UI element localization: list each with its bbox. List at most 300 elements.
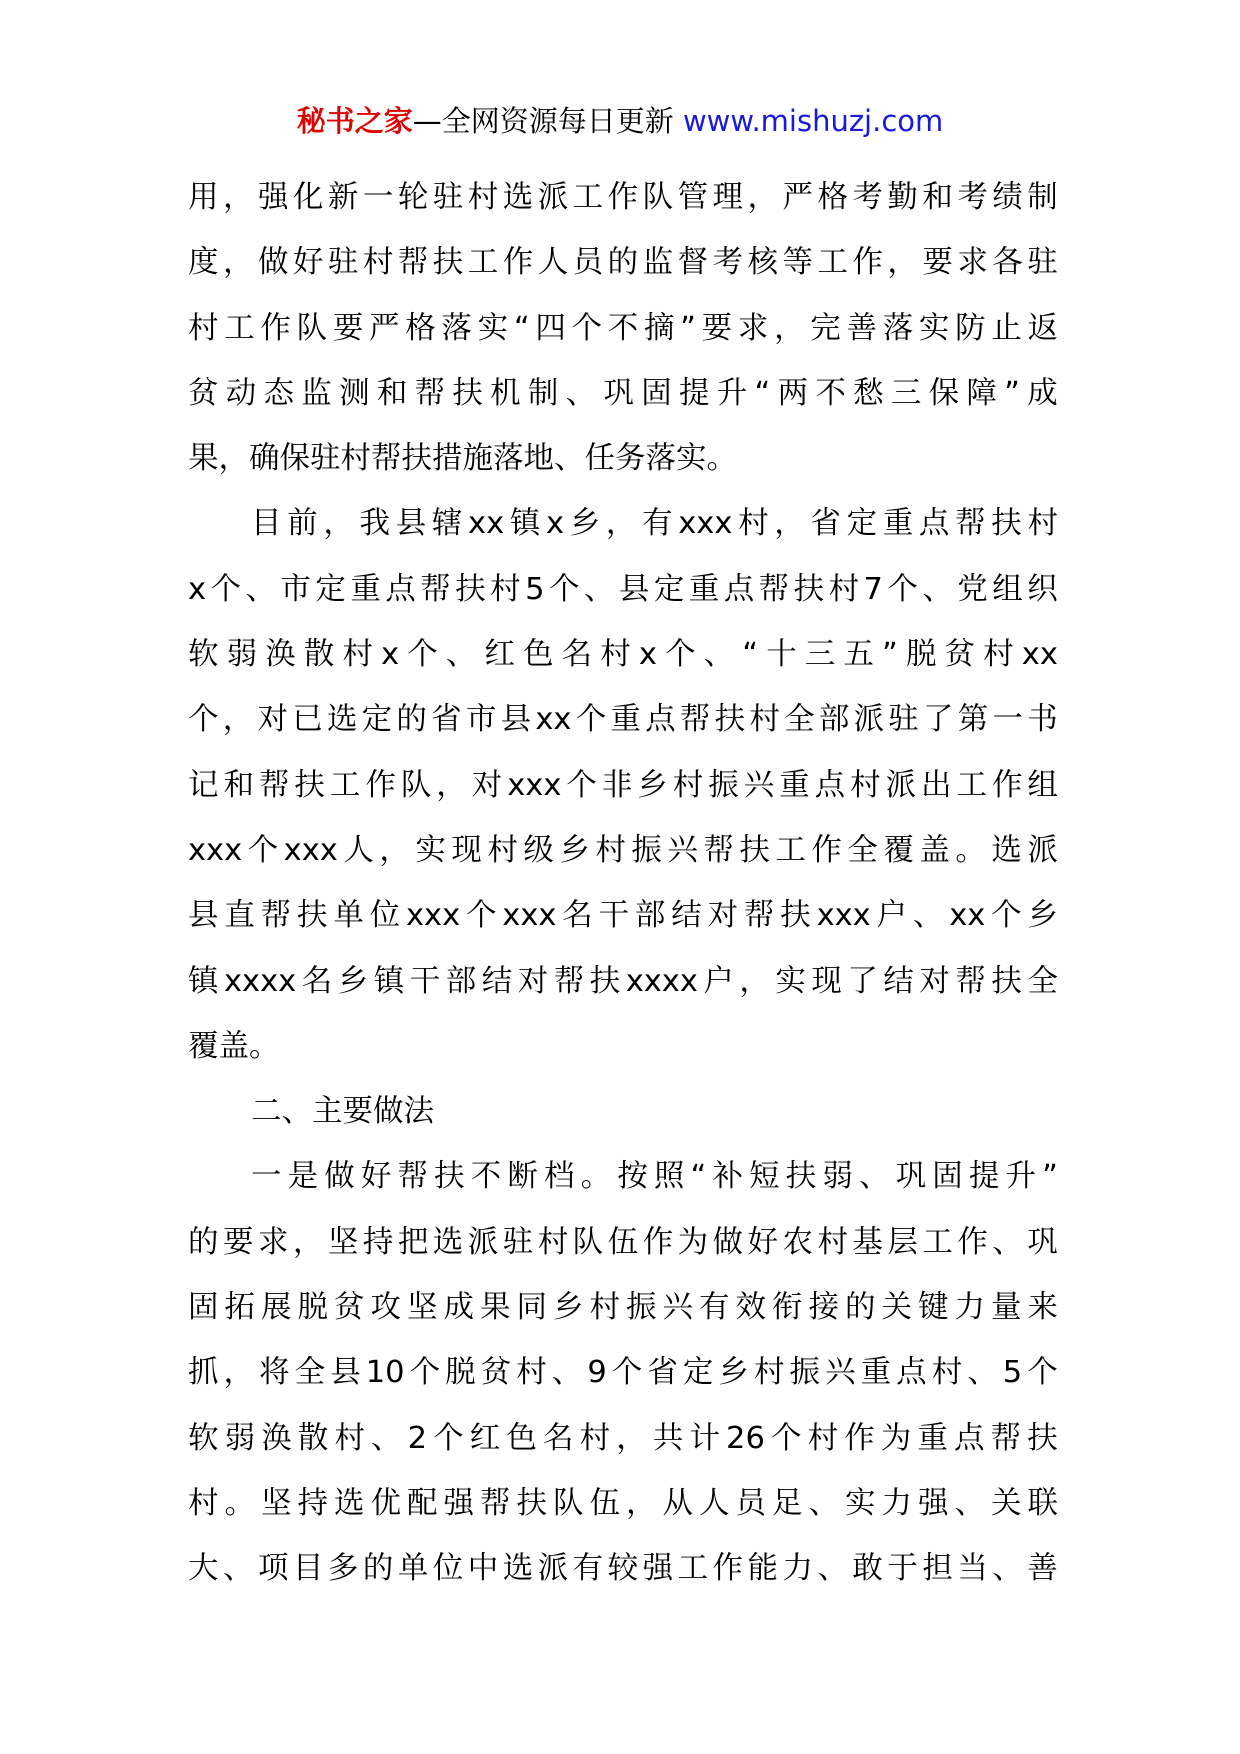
char: 10 xyxy=(365,1355,405,1391)
char: ， xyxy=(222,702,254,738)
char: 村 xyxy=(738,506,769,542)
char: 果 xyxy=(480,1290,511,1326)
char: 队 xyxy=(296,310,328,346)
char: 扶 xyxy=(780,898,811,934)
char: 足 xyxy=(772,1485,803,1521)
char: 、 xyxy=(992,1551,1023,1587)
char: 、 xyxy=(551,1355,583,1391)
char: 。 xyxy=(955,832,986,868)
paragraph-last-line: 覆盖。 xyxy=(188,1028,280,1064)
char: 联 xyxy=(1027,1485,1058,1521)
char: 脱 xyxy=(297,1290,328,1326)
char: 防 xyxy=(955,310,986,346)
char: 关 xyxy=(881,1290,912,1326)
char: 级 xyxy=(523,832,554,868)
char: 个 xyxy=(407,637,438,673)
char: 落 xyxy=(882,310,914,346)
char: 村 xyxy=(537,1224,569,1260)
char: 作 xyxy=(502,245,534,281)
char: 勤 xyxy=(887,180,918,215)
char: 扶 xyxy=(516,1485,547,1521)
char: xxx xyxy=(816,898,871,934)
char: 做 xyxy=(712,1224,744,1260)
char: 伍 xyxy=(607,1224,639,1260)
char: 求 xyxy=(957,245,988,281)
char: 弱 xyxy=(822,1159,853,1195)
char: xx xyxy=(535,702,572,738)
body-line xyxy=(188,296,1058,361)
char: 9 xyxy=(587,1355,607,1391)
char: 村 xyxy=(342,637,373,673)
char: 工 xyxy=(224,310,255,346)
char: 接 xyxy=(808,1290,839,1326)
char: 织 xyxy=(1027,571,1058,607)
char: 振 xyxy=(626,1290,657,1326)
char: 和 xyxy=(922,180,953,215)
char: 覆 xyxy=(883,832,914,868)
char: 的 xyxy=(396,702,427,738)
char: x xyxy=(188,571,207,607)
char: 、 xyxy=(565,375,597,411)
char: 村 xyxy=(983,637,1014,673)
char: 干 xyxy=(409,963,441,999)
char: 、 xyxy=(858,1159,890,1195)
char: 个 xyxy=(571,310,603,346)
char: 敢 xyxy=(852,1551,883,1587)
char: 实 xyxy=(775,963,806,999)
char: 有 xyxy=(572,1551,604,1587)
char: 帮 xyxy=(397,1159,428,1195)
char: 重 xyxy=(350,571,381,607)
char: 帮 xyxy=(743,898,775,934)
char: 成 xyxy=(443,1290,474,1326)
char: 实 xyxy=(415,832,446,868)
char: 个 xyxy=(188,702,219,738)
char: 补 xyxy=(712,1159,743,1195)
char: 现 xyxy=(811,963,842,999)
char: 选 xyxy=(432,1224,464,1260)
char: 驻 xyxy=(432,180,464,215)
char: 善 xyxy=(1027,1551,1058,1587)
char: 做 xyxy=(257,245,289,281)
char: 镇 xyxy=(188,963,219,999)
char: xx xyxy=(949,898,986,934)
char: 效 xyxy=(735,1290,766,1326)
char: 伍 xyxy=(589,1485,620,1521)
char: 7 xyxy=(863,571,883,607)
char: 、 xyxy=(245,571,276,607)
section-heading: 二、主要做法 xyxy=(251,1094,434,1130)
char: 帮 xyxy=(258,767,290,803)
char: 扶 xyxy=(455,571,486,607)
char: ， xyxy=(774,310,805,346)
char: “ xyxy=(690,1159,707,1195)
char: 返 xyxy=(1027,310,1058,346)
char: 弱 xyxy=(226,637,258,673)
char: 核 xyxy=(747,245,778,281)
char: 是 xyxy=(287,1159,319,1195)
char: 为 xyxy=(880,1420,912,1456)
char: 帮 xyxy=(990,1420,1022,1456)
char: 严 xyxy=(782,180,813,215)
char: 乡 xyxy=(718,1355,749,1391)
char: 、 xyxy=(703,637,735,673)
char: ， xyxy=(774,506,805,542)
char: 村 xyxy=(188,1485,219,1521)
char: 名 xyxy=(543,1420,574,1456)
char: 重 xyxy=(860,1355,892,1391)
char: 机 xyxy=(490,375,521,411)
char: 对 xyxy=(257,702,288,738)
body-line xyxy=(188,1340,1058,1405)
char: 短 xyxy=(749,1159,780,1195)
char: 结 xyxy=(883,963,914,999)
char: 作 xyxy=(811,832,842,868)
char: 固 xyxy=(932,1159,963,1195)
char: 多 xyxy=(327,1551,359,1587)
char: 党 xyxy=(957,571,988,607)
char: 动 xyxy=(225,375,257,411)
char: 重 xyxy=(917,1420,948,1456)
char: 个 xyxy=(210,571,242,607)
body-line xyxy=(188,557,1058,622)
char: 帮 xyxy=(955,963,986,999)
char: 考 xyxy=(957,180,988,215)
char: 工 xyxy=(775,832,806,868)
char: 持 xyxy=(362,1224,394,1260)
char: ， xyxy=(739,963,770,999)
char: 县 xyxy=(188,898,219,934)
char: 村 xyxy=(753,1355,785,1391)
char: 兴 xyxy=(662,1290,693,1326)
char: 好 xyxy=(292,245,324,281)
char: 展 xyxy=(261,1290,292,1326)
char: 帮 xyxy=(955,506,986,542)
char: 个 xyxy=(611,1355,643,1391)
char: 作 xyxy=(642,1224,674,1260)
char: 个 xyxy=(433,1420,464,1456)
char: 完 xyxy=(810,310,841,346)
char: 帮 xyxy=(758,571,790,607)
char: 脱 xyxy=(445,1355,476,1391)
body-line xyxy=(188,687,1058,752)
char: 村 xyxy=(931,1355,963,1391)
char: 共 xyxy=(652,1420,684,1456)
char: 帮 xyxy=(703,832,734,868)
char: 按 xyxy=(617,1159,648,1195)
char: 作 xyxy=(712,1551,744,1587)
char: 格 xyxy=(405,310,436,346)
char: 名 xyxy=(561,637,593,673)
char: 愁 xyxy=(853,375,884,411)
char: 出 xyxy=(921,767,952,803)
char: xxx xyxy=(678,506,733,542)
char: xxx xyxy=(405,898,461,934)
char: 部 xyxy=(445,963,477,999)
document-body xyxy=(188,165,1058,1602)
char: 不 xyxy=(607,310,639,346)
char: 软 xyxy=(188,637,219,673)
char: 同 xyxy=(516,1290,547,1326)
char: 驻 xyxy=(327,245,359,281)
char: 扶 xyxy=(991,506,1022,542)
char: 全 xyxy=(784,702,815,738)
char: 扶 xyxy=(296,898,328,934)
char: xxx xyxy=(188,832,243,868)
char: 重 xyxy=(610,702,641,738)
char: 格 xyxy=(817,180,848,215)
char: 、 xyxy=(817,1551,848,1587)
char: ， xyxy=(223,1355,255,1391)
char: 固 xyxy=(641,375,672,411)
char: 和 xyxy=(376,375,408,411)
char: 要 xyxy=(701,310,733,346)
char: 贫 xyxy=(480,1355,512,1391)
char: 部 xyxy=(634,898,666,934)
char: 求 xyxy=(737,310,769,346)
char: 扶 xyxy=(452,375,483,411)
char: 乡 xyxy=(553,1290,584,1326)
char: 涣 xyxy=(265,637,296,673)
char: 乡 xyxy=(337,963,369,999)
char: 坚 xyxy=(261,1485,292,1521)
char: 优 xyxy=(370,1485,401,1521)
char: 等 xyxy=(782,245,813,281)
char: 力 xyxy=(782,1551,813,1587)
char: 力 xyxy=(954,1290,985,1326)
char: 管 xyxy=(677,180,709,215)
char: 项 xyxy=(257,1551,289,1587)
char: 定 xyxy=(682,1355,714,1391)
char: 驻 xyxy=(888,702,919,738)
char: x xyxy=(638,637,657,673)
char: 两 xyxy=(777,375,809,411)
char: 升 xyxy=(716,375,748,411)
char: 定 xyxy=(653,571,685,607)
char: 派 xyxy=(537,1551,569,1587)
char: 坚 xyxy=(327,1224,359,1260)
body-line xyxy=(188,165,1058,230)
char: 抓 xyxy=(188,1355,219,1391)
char: 已 xyxy=(292,702,323,738)
char: 作 xyxy=(260,310,291,346)
char: 帮 xyxy=(553,963,585,999)
char: 拓 xyxy=(224,1290,255,1326)
char: 软 xyxy=(188,1420,219,1456)
char: 作 xyxy=(365,767,396,803)
char: xx xyxy=(1021,637,1058,673)
char: 员 xyxy=(735,1485,766,1521)
char: 工 xyxy=(467,245,499,281)
char: 把 xyxy=(397,1224,429,1260)
char: 作 xyxy=(991,767,1023,803)
char: 成 xyxy=(1027,375,1058,411)
char: 村 xyxy=(600,637,631,673)
char: 辖 xyxy=(431,506,463,542)
char: 选 xyxy=(326,702,358,738)
char: 位 xyxy=(369,898,401,934)
char: 扶 xyxy=(294,767,325,803)
site-url-link[interactable]: www.mishuzj.com xyxy=(682,104,944,138)
char: 结 xyxy=(671,898,702,934)
char: 红 xyxy=(484,637,515,673)
char: 派 xyxy=(1027,832,1058,868)
char: ， xyxy=(222,245,254,281)
char: 定 xyxy=(846,506,878,542)
char: ” xyxy=(882,637,898,673)
char: 5 xyxy=(525,571,545,607)
char: 帮 xyxy=(397,245,429,281)
char: 持 xyxy=(297,1485,328,1521)
char: 非 xyxy=(601,767,633,803)
char: 工 xyxy=(956,767,987,803)
char: 县 xyxy=(618,571,650,607)
char: 散 xyxy=(303,637,335,673)
char: 当 xyxy=(957,1551,988,1587)
char: 派 xyxy=(853,702,885,738)
body-line xyxy=(188,1406,1058,1471)
char: 定 xyxy=(361,702,393,738)
char: 坚 xyxy=(407,1290,438,1326)
char: 和 xyxy=(223,767,254,803)
char: 镇 xyxy=(373,963,405,999)
char: 关 xyxy=(991,1485,1022,1521)
char: 个 xyxy=(247,832,279,868)
char: 作 xyxy=(957,1224,988,1260)
char: 。 xyxy=(224,1485,255,1521)
char: 直 xyxy=(224,898,255,934)
char: ” xyxy=(680,310,696,346)
char: 档 xyxy=(544,1159,575,1195)
char: 衔 xyxy=(772,1290,803,1326)
char: 色 xyxy=(523,637,554,673)
char: 省 xyxy=(647,1355,678,1391)
char: 扶 xyxy=(589,963,621,999)
char: 乡 xyxy=(637,767,668,803)
char: 2 xyxy=(407,1420,428,1456)
char: 个 xyxy=(991,898,1022,934)
char: 能 xyxy=(747,1551,778,1587)
char: 散 xyxy=(297,1420,329,1456)
char: 全 xyxy=(847,832,878,868)
char: xx xyxy=(468,506,505,542)
char: 色 xyxy=(506,1420,537,1456)
char: 有 xyxy=(642,506,673,542)
char: 不 xyxy=(815,375,846,411)
char: 点 xyxy=(814,767,846,803)
char: 将 xyxy=(259,1355,290,1391)
char: 、 xyxy=(371,1420,402,1456)
char: 、 xyxy=(954,1485,985,1521)
char: 村 xyxy=(579,1420,611,1456)
char: 市 xyxy=(280,571,311,607)
char: 强 xyxy=(257,180,289,215)
char: 兴 xyxy=(743,767,775,803)
char: 三 xyxy=(804,637,836,673)
char: 县 xyxy=(500,702,532,738)
char: 派 xyxy=(467,1224,499,1260)
char: 有 xyxy=(699,1290,730,1326)
char: 帮 xyxy=(679,702,711,738)
char: 农 xyxy=(782,1224,813,1260)
char: 派 xyxy=(537,180,569,215)
char: 队 xyxy=(572,1224,604,1260)
char: 、 xyxy=(222,1551,254,1587)
char: 制 xyxy=(527,375,559,411)
char: 帮 xyxy=(420,571,451,607)
char: 26 xyxy=(726,1420,765,1456)
char: 人 xyxy=(343,832,374,868)
char: 实 xyxy=(918,310,950,346)
char: 求 xyxy=(257,1224,289,1260)
char: 点 xyxy=(954,1420,985,1456)
char: 强 xyxy=(443,1485,474,1521)
char: 强 xyxy=(918,1485,949,1521)
body-line xyxy=(188,1210,1058,1275)
char: 帮 xyxy=(480,1485,511,1521)
char: 大 xyxy=(188,1551,219,1587)
char: 工 xyxy=(677,1551,709,1587)
char: 名 xyxy=(562,898,593,934)
char: 记 xyxy=(188,767,219,803)
char: 位 xyxy=(432,1551,464,1587)
char: 不 xyxy=(470,1159,502,1195)
char: 强 xyxy=(642,1551,674,1587)
paragraph-first-line xyxy=(188,491,1058,556)
site-watermark-header xyxy=(0,100,1240,142)
char: 基 xyxy=(852,1224,883,1260)
body-line xyxy=(188,1275,1058,1340)
char: 配 xyxy=(407,1485,438,1521)
char: 落 xyxy=(441,310,472,346)
char: 组 xyxy=(992,571,1023,607)
char: 点 xyxy=(723,571,755,607)
char: 扶 xyxy=(991,963,1022,999)
char: 好 xyxy=(360,1159,392,1195)
char: 工 xyxy=(329,767,361,803)
char: 人 xyxy=(699,1485,730,1521)
char: 重 xyxy=(882,506,914,542)
char: 对 xyxy=(919,963,950,999)
char: 省 xyxy=(810,506,841,542)
char: 乡 xyxy=(569,506,601,542)
char: 摘 xyxy=(643,310,675,346)
char: x xyxy=(545,506,565,542)
char: 村 xyxy=(362,245,394,281)
char: 提 xyxy=(678,375,710,411)
char: x xyxy=(381,637,400,673)
char: 作 xyxy=(852,245,883,281)
char: 帮 xyxy=(414,375,446,411)
char: ， xyxy=(605,506,637,542)
char: 村 xyxy=(672,767,704,803)
char: 村 xyxy=(516,1355,547,1391)
char: ” xyxy=(1004,375,1020,411)
char: 理 xyxy=(712,180,744,215)
char: 单 xyxy=(397,1551,429,1587)
char: 单 xyxy=(333,898,364,934)
char: ， xyxy=(747,180,778,215)
char: 帮 xyxy=(260,898,292,934)
char: 要 xyxy=(222,1224,254,1260)
char: 全 xyxy=(294,1355,326,1391)
char: 。 xyxy=(580,1159,612,1195)
char: 层 xyxy=(887,1224,918,1260)
char: xxxx xyxy=(224,963,297,999)
char: 点 xyxy=(918,506,950,542)
char: 善 xyxy=(846,310,877,346)
char: 贫 xyxy=(334,1290,365,1326)
